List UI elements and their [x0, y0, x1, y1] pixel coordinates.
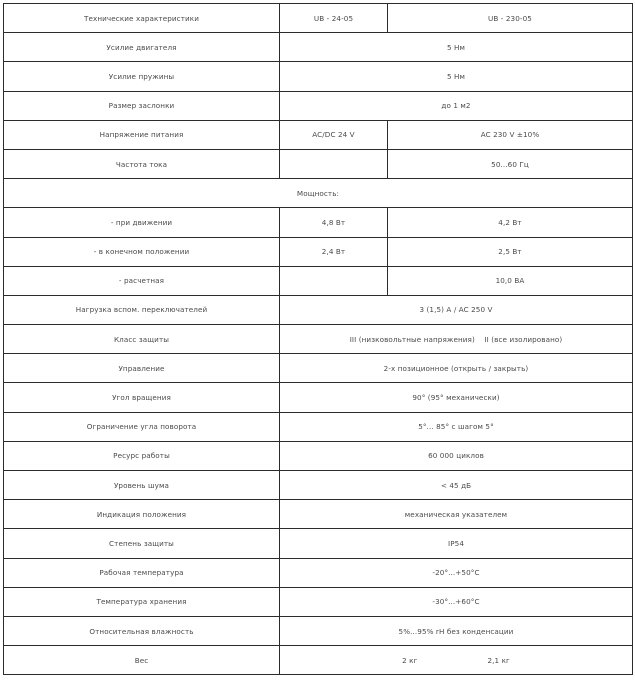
table-row — [4, 412, 633, 441]
row-value: 5 Нм — [280, 33, 633, 62]
row-label: Уровень шума — [4, 471, 280, 500]
section-label: Мощность: — [4, 179, 633, 208]
row-value-230: 4,2 Вт — [388, 208, 633, 237]
row-value: 5%...95% rH без конденсации — [280, 616, 633, 645]
row-label: - при движении — [4, 208, 280, 237]
row-value: -30°...+60°С — [280, 587, 633, 616]
row-label: Ресурс работы — [4, 441, 280, 470]
row-label: Вес — [4, 646, 280, 675]
row-value-24 — [280, 149, 388, 178]
row-label: Усилие пружины — [4, 62, 280, 91]
header-label: Технические характеристики — [4, 4, 280, 33]
row-value: 3 (1,5) A / AC 250 V — [280, 295, 633, 324]
table-row — [4, 237, 633, 266]
row-label: Напряжение питания — [4, 120, 280, 149]
row-label: - расчетная — [4, 266, 280, 295]
table-row — [4, 325, 633, 354]
row-label: - в конечном положении — [4, 237, 280, 266]
row-label: Усилие двигателя — [4, 33, 280, 62]
weight-value-230: 2,1 кг — [487, 655, 510, 665]
row-value-230: AC 230 V ±10% — [388, 120, 633, 149]
table-row — [4, 441, 633, 470]
row-value-24 — [280, 266, 388, 295]
row-value-24: AC/DC 24 V — [280, 120, 388, 149]
row-label: Управление — [4, 354, 280, 383]
header-model-230: UB - 230-05 — [388, 4, 633, 33]
table-row — [4, 646, 633, 675]
table-row — [4, 500, 633, 529]
row-label: Нагрузка вспом. переключателей — [4, 295, 280, 324]
weight-values — [402, 656, 510, 665]
row-value-230: 2,5 Вт — [388, 237, 633, 266]
table-row — [4, 471, 633, 500]
table-row — [4, 149, 633, 178]
row-label: Индикация положения — [4, 500, 280, 529]
row-value: 60 000 циклов — [280, 441, 633, 470]
table-header-row — [4, 4, 633, 33]
row-value: до 1 м2 — [280, 91, 633, 120]
row-label: Частота тока — [4, 149, 280, 178]
table-row — [4, 33, 633, 62]
table-row — [4, 383, 633, 412]
row-label: Степень защиты — [4, 529, 280, 558]
table-row — [4, 120, 633, 149]
table-row — [4, 558, 633, 587]
row-label: Температура хранения — [4, 587, 280, 616]
row-label: Ограничение угла поворота — [4, 412, 280, 441]
row-value-230: 10,0 ВА — [388, 266, 633, 295]
row-value: 2-х позиционное (открыть / закрыть) — [280, 354, 633, 383]
header-model-24: UB - 24-05 — [280, 4, 388, 33]
table-row — [4, 587, 633, 616]
row-value: 5 Нм — [280, 62, 633, 91]
row-value-230: 50...60 Гц — [388, 149, 633, 178]
table-row — [4, 529, 633, 558]
row-label: Размер заслонки — [4, 91, 280, 120]
table-row — [4, 295, 633, 324]
row-label: Класс защиты — [4, 325, 280, 354]
table-row — [4, 62, 633, 91]
table-row — [4, 91, 633, 120]
table-row — [4, 266, 633, 295]
table-row — [4, 354, 633, 383]
row-label: Угол вращения — [4, 383, 280, 412]
row-value-24: 4,8 Вт — [280, 208, 388, 237]
table-row — [4, 616, 633, 645]
row-value: < 45 дБ — [280, 471, 633, 500]
row-value-pair — [280, 646, 633, 675]
section-row — [4, 179, 633, 208]
spec-table — [3, 3, 633, 675]
row-value: 90° (95° механически) — [280, 383, 633, 412]
weight-value-24: 2 кг — [402, 655, 418, 665]
row-value: 5°... 85° с шагом 5° — [280, 412, 633, 441]
table-row — [4, 208, 633, 237]
row-label: Относительная влажность — [4, 616, 280, 645]
row-value-24: 2,4 Вт — [280, 237, 388, 266]
row-value: -20°...+50°С — [280, 558, 633, 587]
row-value: механическая указателем — [280, 500, 633, 529]
row-value: III (низковольтные напряжения) II (все изолировано) — [280, 325, 633, 354]
row-label: Рабочая температура — [4, 558, 280, 587]
row-value: IP54 — [280, 529, 633, 558]
